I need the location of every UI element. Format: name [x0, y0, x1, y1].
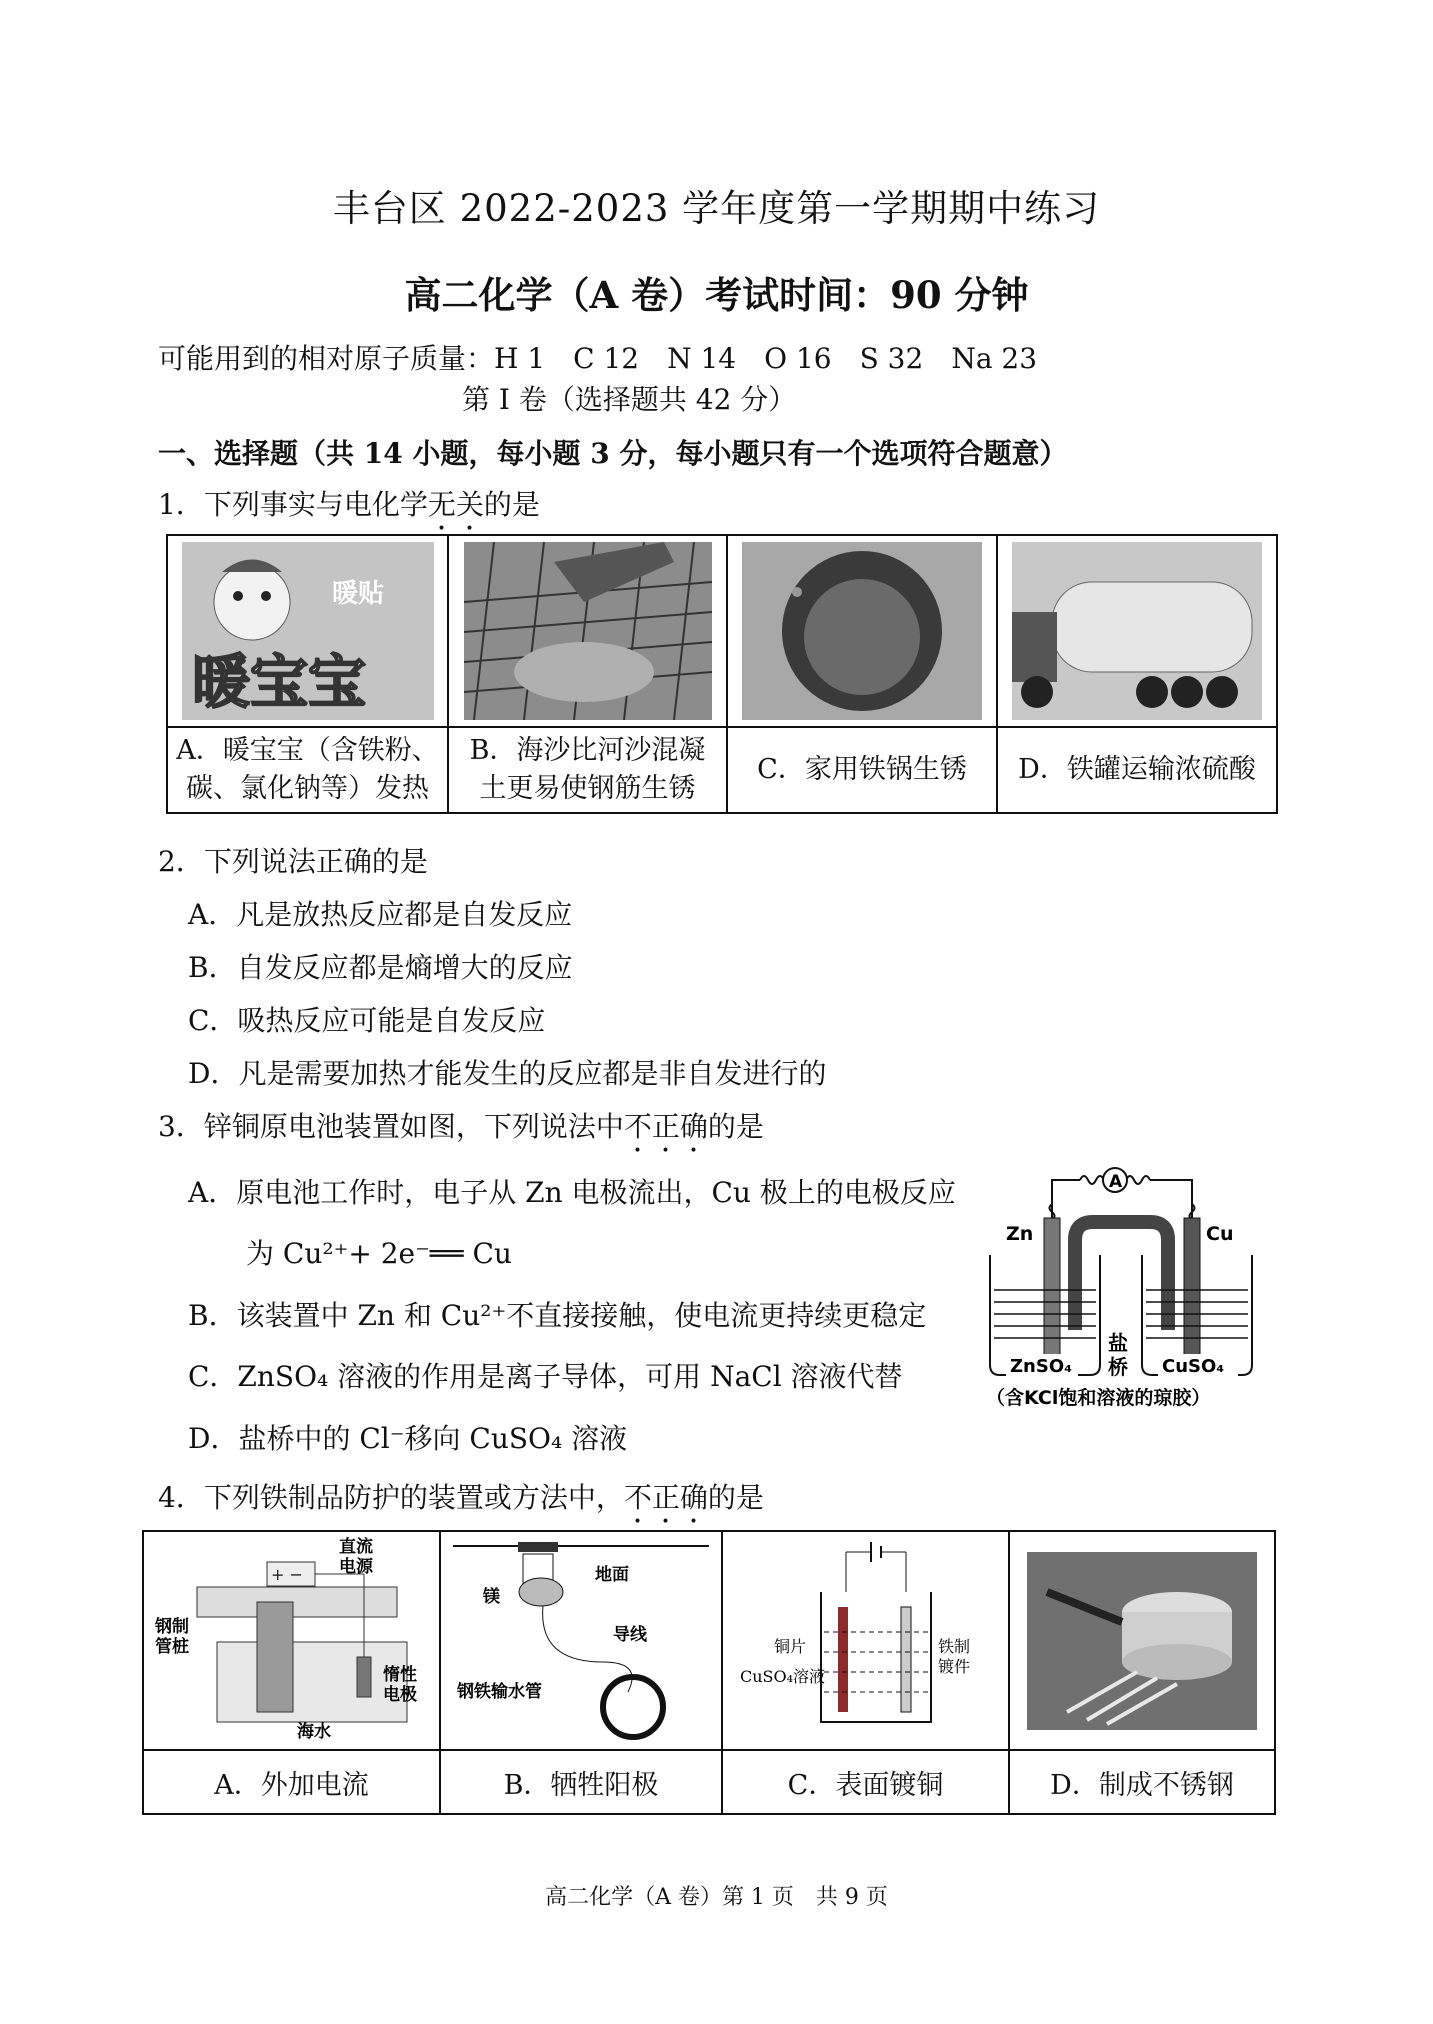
q4-diagram-a [143, 1531, 440, 1750]
copper-plating-diagram [726, 1532, 1006, 1742]
q1-image-b [448, 535, 727, 727]
concrete-rebar-image [464, 542, 712, 720]
q3-option-d: D．盐桥中的 Cl⁻移向 CuSO₄ 溶液 [188, 1422, 628, 1455]
cu-label: Cu [1206, 1223, 1234, 1245]
q1-image-c [727, 535, 997, 727]
q4-table [142, 1530, 1276, 1815]
svg-text:直流: 直流 [338, 1537, 373, 1557]
q2-stem: 2．下列说法正确的是 [158, 845, 428, 878]
svg-text:管桩: 管桩 [154, 1637, 189, 1657]
part-title: 第 I 卷（选择题共 42 分） [462, 383, 797, 416]
svg-text:导线: 导线 [613, 1625, 647, 1645]
q2-option-a: A．凡是放热反应都是自发反应 [188, 898, 573, 931]
stainless-steel-image [1027, 1552, 1257, 1730]
sacrificial-anode-diagram [443, 1532, 719, 1742]
q1-option-d: D．铁罐运输浓硫酸 [997, 727, 1277, 813]
zinc-copper-cell-diagram [980, 1160, 1270, 1410]
svg-text:+ −: + − [270, 1565, 303, 1584]
page-footer: 高二化学（A 卷）第 1 页 共 9 页 [545, 1885, 888, 1910]
q3-option-b: B．该装置中 Zn 和 Cu²⁺不直接接触，使电流更持续更稳定 [188, 1299, 927, 1332]
q4-option-a: A．外加电流 [143, 1750, 440, 1814]
q4-option-b: B．牺牲阳极 [440, 1750, 722, 1814]
q4-diagram-c [722, 1531, 1009, 1750]
svg-text:电极: 电极 [382, 1685, 417, 1705]
svg-text:镁: 镁 [483, 1587, 500, 1607]
q4-diagram-b [440, 1531, 722, 1750]
svg-text:海水: 海水 [296, 1722, 331, 1742]
q1-stem: 1．下列事实与电化学无关的是 [158, 488, 540, 521]
svg-text:镀件: 镀件 [937, 1657, 970, 1676]
exam-title: 丰台区 2022-2023 学年度第一学期期中练习 [332, 187, 1101, 230]
exam-subtitle: 高二化学（A 卷）考试时间：90 分钟 [404, 273, 1029, 317]
warmer-brand-text: 暖宝宝 [191, 648, 366, 716]
svg-text:铜片: 铜片 [773, 1637, 806, 1656]
q3-option-a-cont: 为 Cu²⁺+ 2e⁻══ Cu [246, 1237, 512, 1270]
q2-option-d: D．凡是需要加热才能发生的反应都是非自发进行的 [188, 1057, 827, 1090]
iron-wok-image [742, 542, 982, 720]
svg-text:铁制: 铁制 [937, 1637, 970, 1656]
impressed-current-diagram [147, 1532, 437, 1742]
q4-option-d: D．制成不锈钢 [1009, 1750, 1275, 1814]
q3-option-a: A．原电池工作时，电子从 Zn 电极流出，Cu 极上的电极反应 [188, 1176, 956, 1209]
salt-bridge-label-1: 盐 [1108, 1331, 1128, 1355]
q1-image-d [997, 535, 1277, 727]
svg-text:钢铁输水管: 钢铁输水管 [457, 1682, 542, 1702]
q1-emphasis: 无关 [427, 488, 484, 521]
section-heading: 一、选择题（共 14 小题，每小题 3 分，每小题只有一个选项符合题意） [158, 437, 1068, 470]
svg-text:地面: 地面 [595, 1565, 629, 1585]
q1-option-b: B．海沙比河沙混凝 土更易使钢筋生锈 [448, 727, 727, 813]
q3-option-c: C．ZnSO₄ 溶液的作用是离子导体，可用 NaCl 溶液代替 [188, 1360, 903, 1393]
zn-label: Zn [1006, 1223, 1034, 1245]
q4-emphasis: 不正确 [623, 1481, 708, 1514]
cuso4-label: CuSO₄ [1162, 1356, 1225, 1377]
q3-emphasis: 不正确 [623, 1110, 708, 1143]
salt-bridge-label-2: 桥 [1108, 1355, 1128, 1379]
q4-image-d [1009, 1531, 1275, 1750]
q4-option-c: C．表面镀铜 [722, 1750, 1009, 1814]
znso4-label: ZnSO₄ [1010, 1356, 1073, 1377]
q1-option-a: A．暖宝宝（含铁粉、 碳、氯化钠等）发热 [167, 727, 448, 813]
q1-image-a [167, 535, 448, 727]
svg-text:电源: 电源 [338, 1557, 373, 1577]
svg-text:CuSO₄溶液: CuSO₄溶液 [739, 1667, 825, 1686]
warmer-tag-text: 暖贴 [331, 579, 384, 609]
svg-text:钢制: 钢制 [154, 1617, 189, 1637]
salt-bridge-caption: （含KCl饱和溶液的琼胶） [986, 1387, 1211, 1409]
svg-text:惰性: 惰性 [382, 1665, 417, 1685]
q1-option-c: C．家用铁锅生锈 [727, 727, 997, 813]
hand-warmer-image [182, 542, 434, 720]
svg-text:A: A [1109, 1172, 1123, 1192]
q2-option-b: B．自发反应都是熵增大的反应 [188, 951, 573, 984]
q3-stem: 3．锌铜原电池装置如图，下列说法中不正确的是 [158, 1110, 764, 1143]
q2-option-c: C．吸热反应可能是自发反应 [188, 1004, 546, 1037]
atomic-masses: 可能用到的相对原子质量：H 1 C 12 N 14 O 16 S 32 Na 23 [158, 342, 1038, 375]
q1-table [166, 534, 1278, 814]
tanker-truck-image [1012, 542, 1262, 720]
q4-stem: 4．下列铁制品防护的装置或方法中，不正确的是 [158, 1481, 764, 1514]
